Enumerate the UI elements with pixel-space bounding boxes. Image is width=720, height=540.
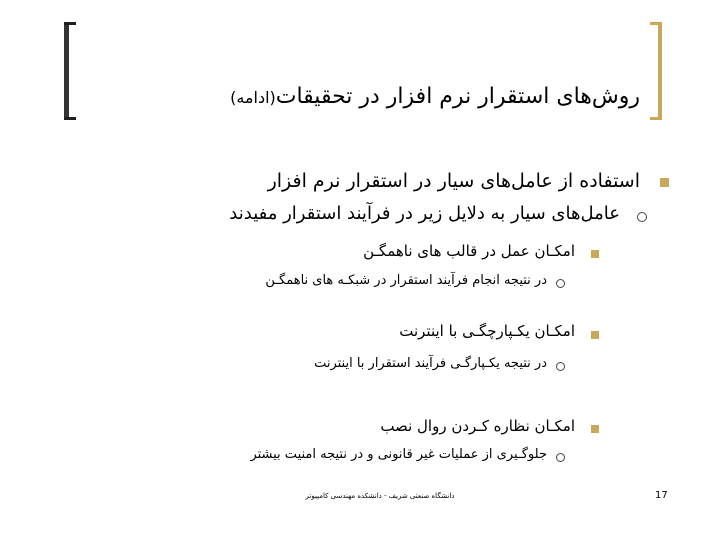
bullet-text: در نتیجه یکـپارگـی فرآیند استقرار با اینترنت (314, 356, 547, 371)
title-bracket-right (650, 22, 662, 120)
bullet-text: جلوگـیری از عملیات غیر قانونی و در نتیجه امنیت بیشتر (250, 447, 547, 462)
circle-bullet-icon (556, 362, 565, 371)
slide-title-suffix: (ادامه) (230, 88, 276, 107)
slide-number: 17 (655, 490, 668, 501)
bullet-text: امکـان یکـپارچگـی با اینترنت (399, 322, 575, 340)
bullet-text: عامل‌های سیار به دلایل زیر در فرآیند استقرار مفیدند (229, 203, 620, 224)
slide-title-main: روش‌های استقرار نرم افزار در تحقیقات (275, 84, 640, 109)
slide-footer: دانشگاه صنعتی شریف - دانشکده مهندسی کامپیوتر (305, 492, 455, 500)
circle-bullet-icon (556, 453, 565, 462)
slide-title (40, 82, 640, 113)
bullet-text: امکـان نظاره کـردن روال نصب (380, 417, 575, 435)
square-bullet-icon (591, 250, 599, 258)
bullet-text: استفاده از عامل‌های سیار در استقرار نرم افزار (267, 170, 640, 192)
square-bullet-icon (591, 425, 599, 433)
square-bullet-icon (591, 331, 599, 339)
circle-bullet-icon (556, 279, 565, 288)
bullet-text: در نتیجه انجام فرآیند استقرار در شبکـه های ناهمگـن (265, 273, 547, 288)
bullet-text: امکـان عمل در قالب های ناهمگـن (363, 242, 575, 260)
square-bullet-icon (660, 178, 669, 187)
circle-bullet-icon (637, 212, 647, 222)
